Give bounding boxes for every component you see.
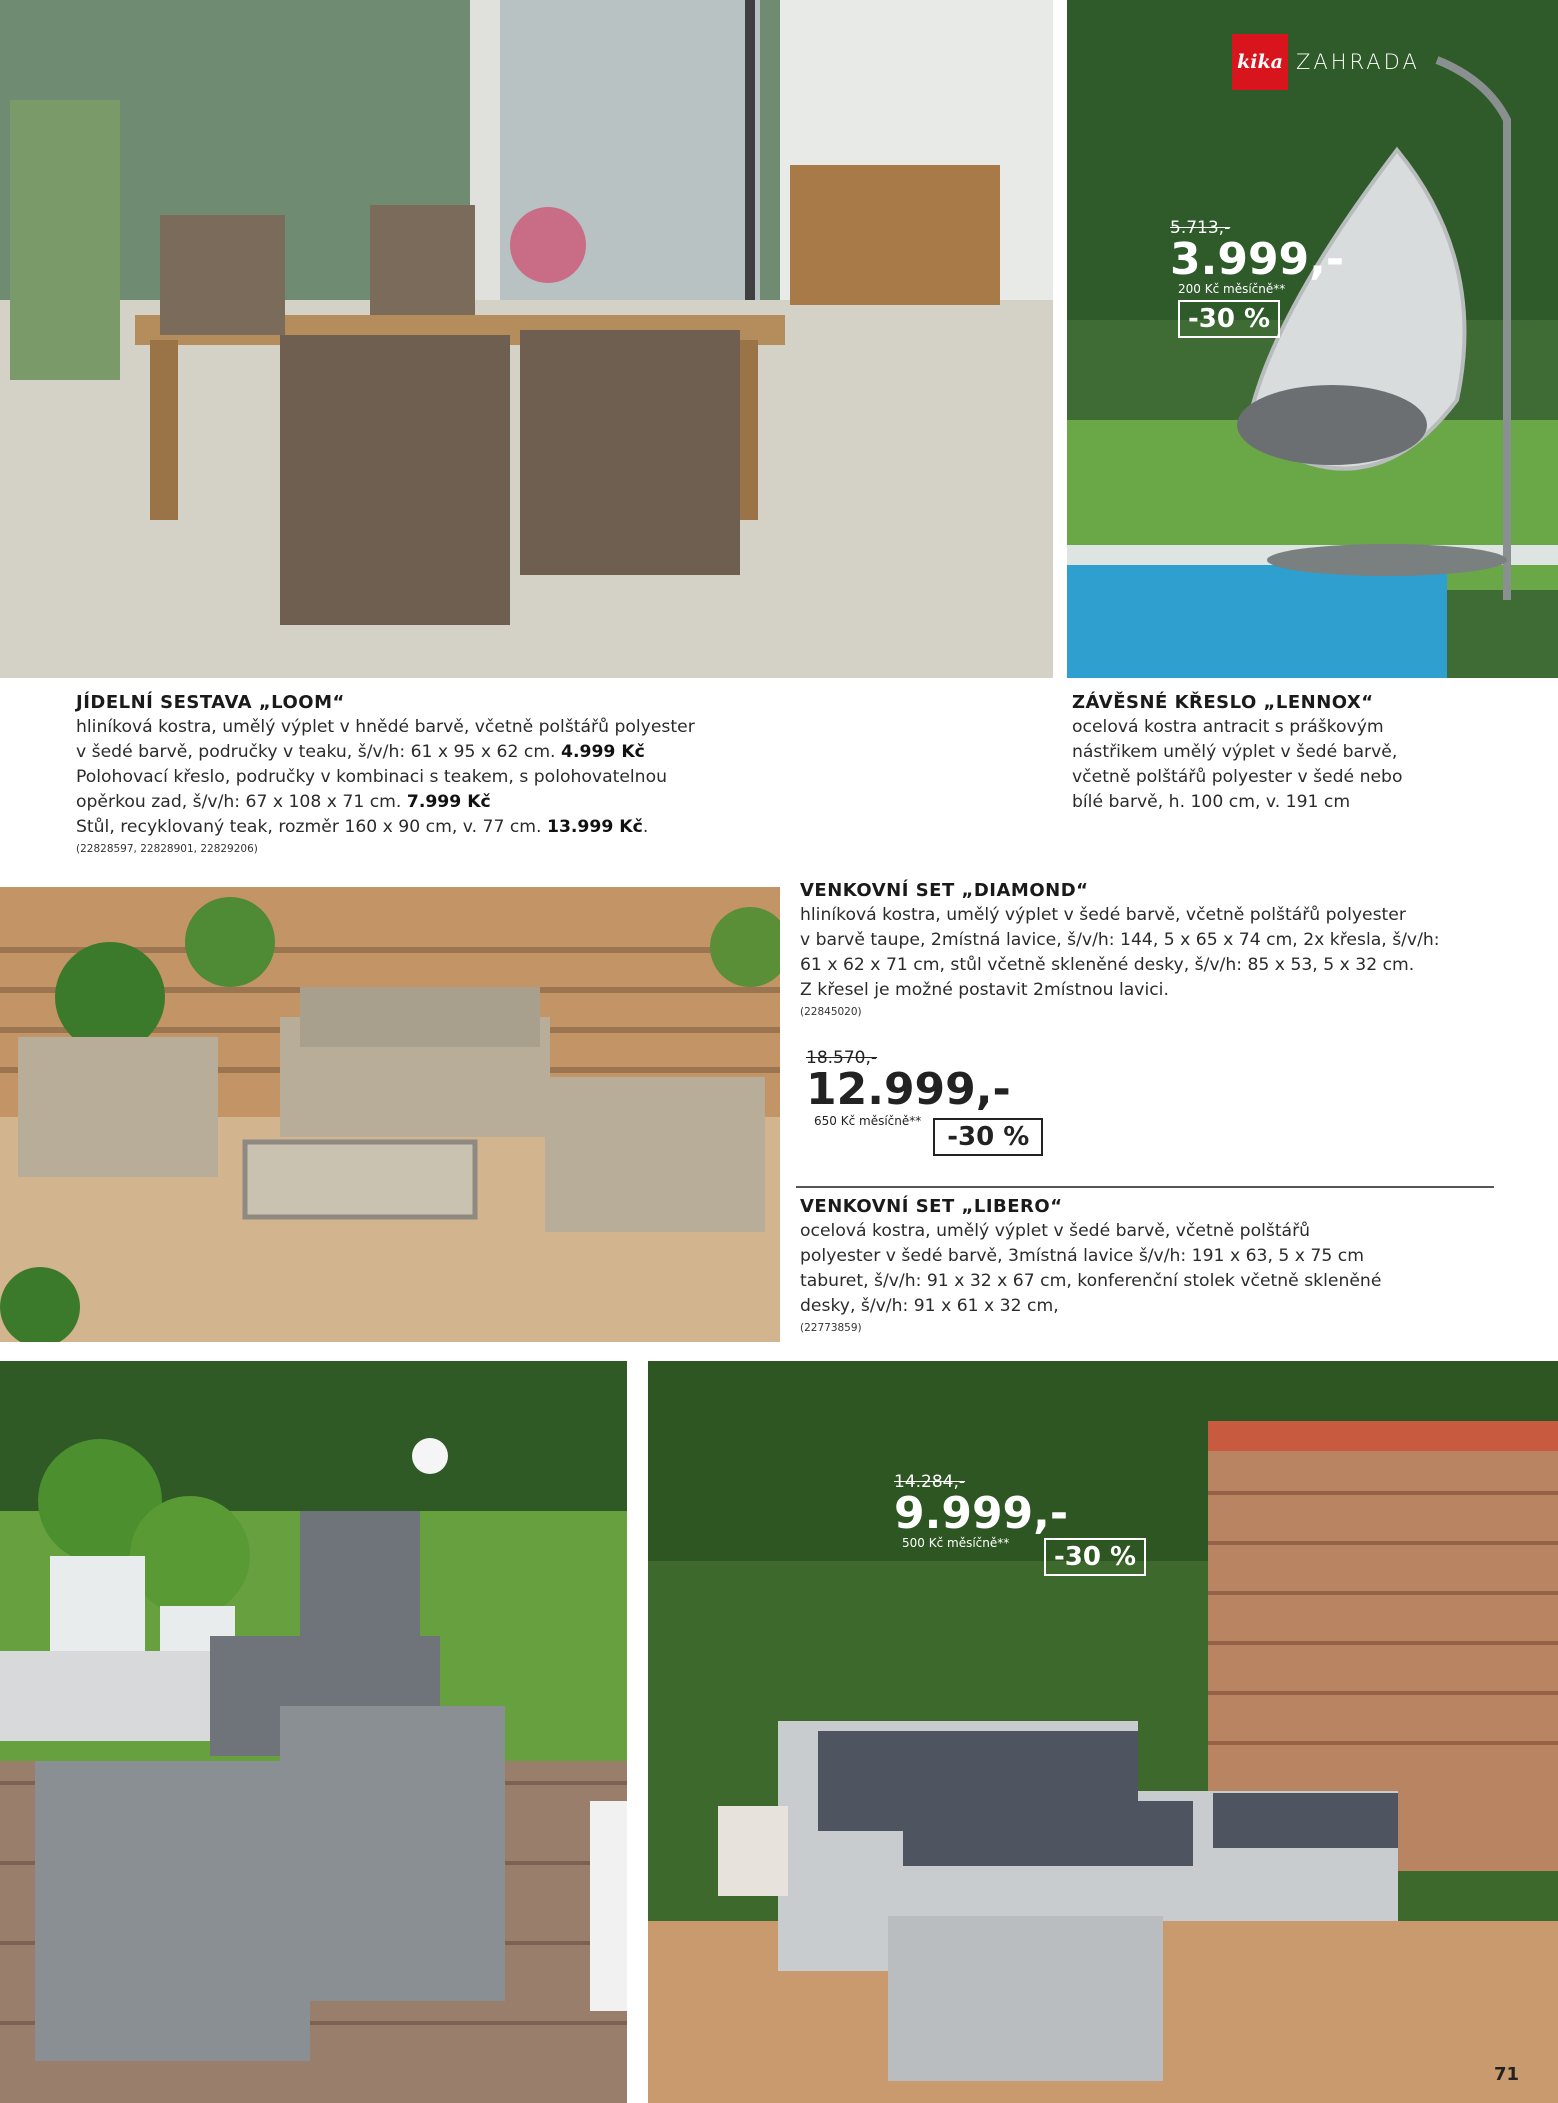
photo-lennox-hanging-chair: [1067, 0, 1558, 678]
libero-discount-badge: -30 %: [1044, 1538, 1146, 1576]
lennox-desc-line-1: ocelová kostra antracit s práškovým: [1072, 717, 1384, 737]
loom-price-chair: 4.999 Kč: [561, 742, 645, 762]
lennox-desc-line-3: včetně polštářů polyester v šedé nebo: [1072, 767, 1403, 787]
diamond-title: VENKOVNÍ SET „DIAMOND“: [800, 880, 1089, 901]
libero-desc-line-3: taburet, š/v/h: 91 x 32 x 67 cm, konferenční stolek včetně skleněné: [800, 1271, 1382, 1291]
diamond-desc-line-2: v barvě taupe, 2místná lavice, š/v/h: 144, 5 x 65 x 74 cm, 2x křesla, š/v/h:: [800, 930, 1440, 950]
loom-desc-line-5: Stůl, recyklovaný teak, rozměr 160 x 90 cm, v. 77 cm. 13.999 Kč.: [76, 817, 649, 837]
diamond-monthly-price: 650 Kč měsíčně**: [814, 1114, 922, 1128]
lennox-desc-line-2: nástřikem umělý výplet v šedé barvě,: [1072, 742, 1398, 762]
libero-old-price: 14.284,-: [894, 1472, 966, 1492]
lennox-price-block: [1170, 218, 1344, 338]
libero-title: VENKOVNÍ SET „LIBERO“: [800, 1196, 1063, 1217]
loom-price-recliner: 7.999 Kč: [406, 792, 491, 812]
photo-grey-dining-chairs: [0, 1361, 627, 2103]
lennox-monthly-price: 200 Kč měsíčně**: [1178, 282, 1286, 296]
photo-loom-dining-set: [0, 0, 1053, 678]
diamond-new-price: 12.999,-: [806, 1064, 1011, 1115]
diamond-product-code: (22845020): [800, 1006, 862, 1018]
lennox-description: [1072, 690, 1512, 815]
libero-monthly-price: 500 Kč měsíčně**: [902, 1536, 1010, 1550]
loom-desc-line-1: hliníková kostra, umělý výplet v hnědé barvě, včetně polštářů polyester: [76, 717, 695, 737]
libero-description: [800, 1194, 1500, 1337]
libero-product-code: (22773859): [800, 1322, 862, 1334]
page-number: 71: [1494, 2064, 1520, 2085]
lennox-discount-badge: -30 %: [1178, 300, 1280, 338]
section-divider: [796, 1186, 1494, 1188]
loom-desc-line-2: v šedé barvě, područky v teaku, š/v/h: 61 x 95 x 62 cm. 4.999 Kč: [76, 742, 645, 762]
loom-product-codes: (22828597, 22828901, 22829206): [76, 843, 258, 855]
photo-diamond-set: [0, 887, 780, 1342]
libero-desc-line-4: desky, š/v/h: 91 x 61 x 32 cm,: [800, 1296, 1059, 1316]
brand-header: [1232, 34, 1420, 90]
diamond-discount-badge: -30 %: [933, 1118, 1043, 1156]
loom-desc-line-3: Polohovací křeslo, područky v kombinaci s teakem, s polohovatelnou: [76, 767, 667, 787]
libero-desc-line-1: ocelová kostra, umělý výplet v šedé barvě, včetně polštářů: [800, 1221, 1311, 1241]
loom-desc-line-4: opěrkou zad, š/v/h: 67 x 108 x 71 cm. 7.999 Kč: [76, 792, 491, 812]
loom-description: [76, 690, 776, 858]
lennox-title: ZÁVĚSNÉ KŘESLO „LENNOX“: [1072, 692, 1374, 713]
diamond-price-block: [806, 1048, 1043, 1156]
loom-price-table: 13.999 Kč: [546, 817, 643, 837]
diamond-old-price: 18.570,-: [806, 1048, 878, 1068]
kika-logo: kika: [1232, 34, 1288, 90]
libero-price-block: [894, 1472, 1146, 1576]
lennox-old-price: 5.713,-: [1170, 218, 1231, 238]
lennox-new-price: 3.999,-: [1170, 234, 1345, 285]
loom-title: JÍDELNÍ SESTAVA „LOOM“: [76, 692, 345, 713]
diamond-desc-line-3: 61 x 62 x 71 cm, stůl včetně skleněné desky, š/v/h: 85 x 53, 5 x 32 cm.: [800, 955, 1415, 975]
section-label: ZAHRADA: [1296, 50, 1420, 74]
diamond-desc-line-1: hliníková kostra, umělý výplet v šedé barvě, včetně polštářů polyester: [800, 905, 1406, 925]
libero-desc-line-2: polyester v šedé barvě, 3místná lavice š/v/h: 191 x 63, 5 x 75 cm: [800, 1246, 1364, 1266]
diamond-description: [800, 878, 1520, 1021]
lennox-desc-line-4: bílé barvě, h. 100 cm, v. 191 cm: [1072, 792, 1351, 812]
libero-new-price: 9.999,-: [894, 1488, 1069, 1539]
diamond-desc-line-4: Z křesel je možné postavit 2místnou lavici.: [800, 980, 1169, 1000]
